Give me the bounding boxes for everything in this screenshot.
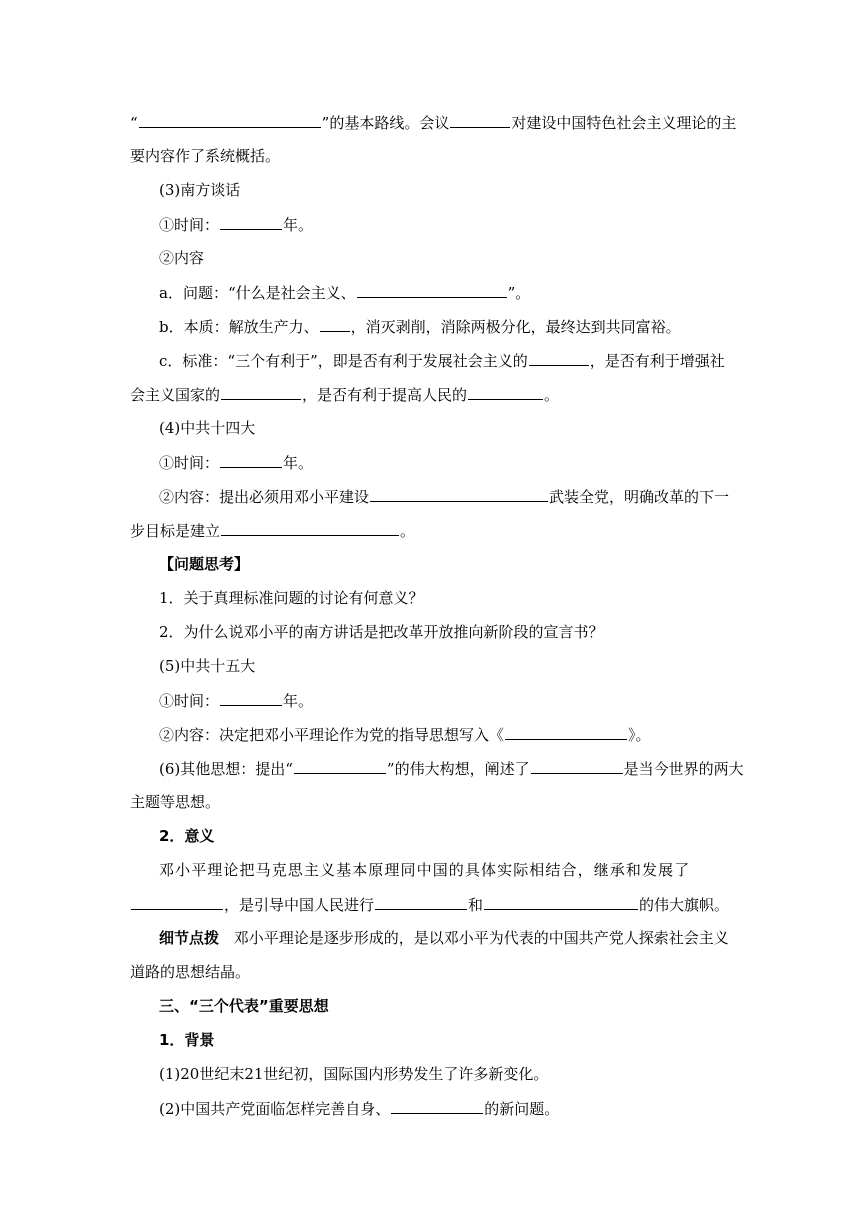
fill-blank[interactable] <box>391 1098 483 1114</box>
text-line: ②内容 <box>159 249 205 267</box>
question-2: 2．为什么说邓小平的南方讲话是把改革开放推向新阶段的宣言书？ <box>159 623 604 641</box>
text-line: b．本质：解放生产力、 ，消灭剥削，消除两极分化，最终达到共同富裕。 <box>159 318 681 336</box>
text-line: 会主义国家的 ，是否有利于提高人民的 。 <box>130 386 560 404</box>
fill-blank[interactable] <box>294 758 386 774</box>
fill-blank[interactable] <box>139 112 321 128</box>
fill-blank[interactable] <box>320 316 350 332</box>
fill-blank[interactable] <box>357 282 507 298</box>
fill-blank[interactable] <box>220 214 282 230</box>
text-line: 步目标是建立 。 <box>130 522 416 540</box>
text-line: ，是引导中国人民进行 和 的伟大旗帜。 <box>130 894 860 915</box>
fill-blank[interactable] <box>131 894 223 910</box>
section-heading: (3)南方谈话 <box>159 181 241 199</box>
fill-blank[interactable] <box>375 894 467 910</box>
fill-blank[interactable] <box>220 452 282 468</box>
text-line: ①时间： 年。 <box>159 454 314 472</box>
text-line: (2)中国共产党面临怎样完善自身、 的新问题。 <box>159 1100 560 1118</box>
text-line: (6)其他思想：提出“ ”的伟大构想，阐述了 是当今世界的两大 <box>159 760 744 778</box>
section-heading: 三、“三个代表”重要思想 <box>159 997 329 1015</box>
detail-tip: 细节点拨 邓小平理论是逐步形成的，是以邓小平为代表的中国共产党人探索社会主义 <box>159 929 729 947</box>
fill-blank[interactable] <box>505 724 627 740</box>
fill-blank[interactable] <box>220 690 282 706</box>
fill-blank[interactable] <box>221 384 301 400</box>
text-line: ①时间： 年。 <box>159 216 314 234</box>
fill-blank[interactable] <box>484 894 638 910</box>
section-heading: 2．意义 <box>159 827 215 845</box>
text-line: a．问题：“什么是社会主义、 ”。 <box>159 284 531 302</box>
section-heading: (4)中共十四大 <box>159 419 256 437</box>
text-line: 主题等思想。 <box>130 793 221 811</box>
fill-blank[interactable] <box>468 384 543 400</box>
text-line: ①时间： 年。 <box>159 692 314 710</box>
fill-blank[interactable] <box>370 486 548 502</box>
question-think-heading: 【问题思考】 <box>159 555 250 573</box>
text-line: ②内容：提出必须用邓小平建设 武装全党，明确改革的下一 <box>159 488 730 506</box>
fill-blank[interactable] <box>221 520 399 536</box>
fill-blank[interactable] <box>450 112 510 128</box>
fill-blank[interactable] <box>529 350 589 366</box>
text-line: 道路的思想结晶。 <box>130 963 251 981</box>
question-1: 1．关于真理标准问题的讨论有何意义？ <box>159 589 424 607</box>
text-line: (1)20世纪末21世纪初，国际国内形势发生了许多新变化。 <box>159 1065 549 1083</box>
detail-tip-label: 细节点拨 <box>159 929 220 947</box>
section-heading: 1．背景 <box>159 1031 215 1049</box>
text-line: “ ”的基本路线。会议 对建设中国特色社会主义理论的主 <box>130 114 737 132</box>
fill-blank[interactable] <box>531 758 623 774</box>
text-line: c．标准：“三个有利于”，即是否有利于发展社会主义的 ，是否有利于增强社 <box>159 352 725 370</box>
section-heading: (5)中共十五大 <box>159 657 256 675</box>
text-line: 邓小平理论把马克思主义基本原理同中国的具体实际相结合，继承和发展了 <box>159 861 691 879</box>
text-line: 要内容作了系统概括。 <box>130 147 281 165</box>
text-line: ②内容：决定把邓小平理论作为党的指导思想写入《 》。 <box>159 726 651 744</box>
